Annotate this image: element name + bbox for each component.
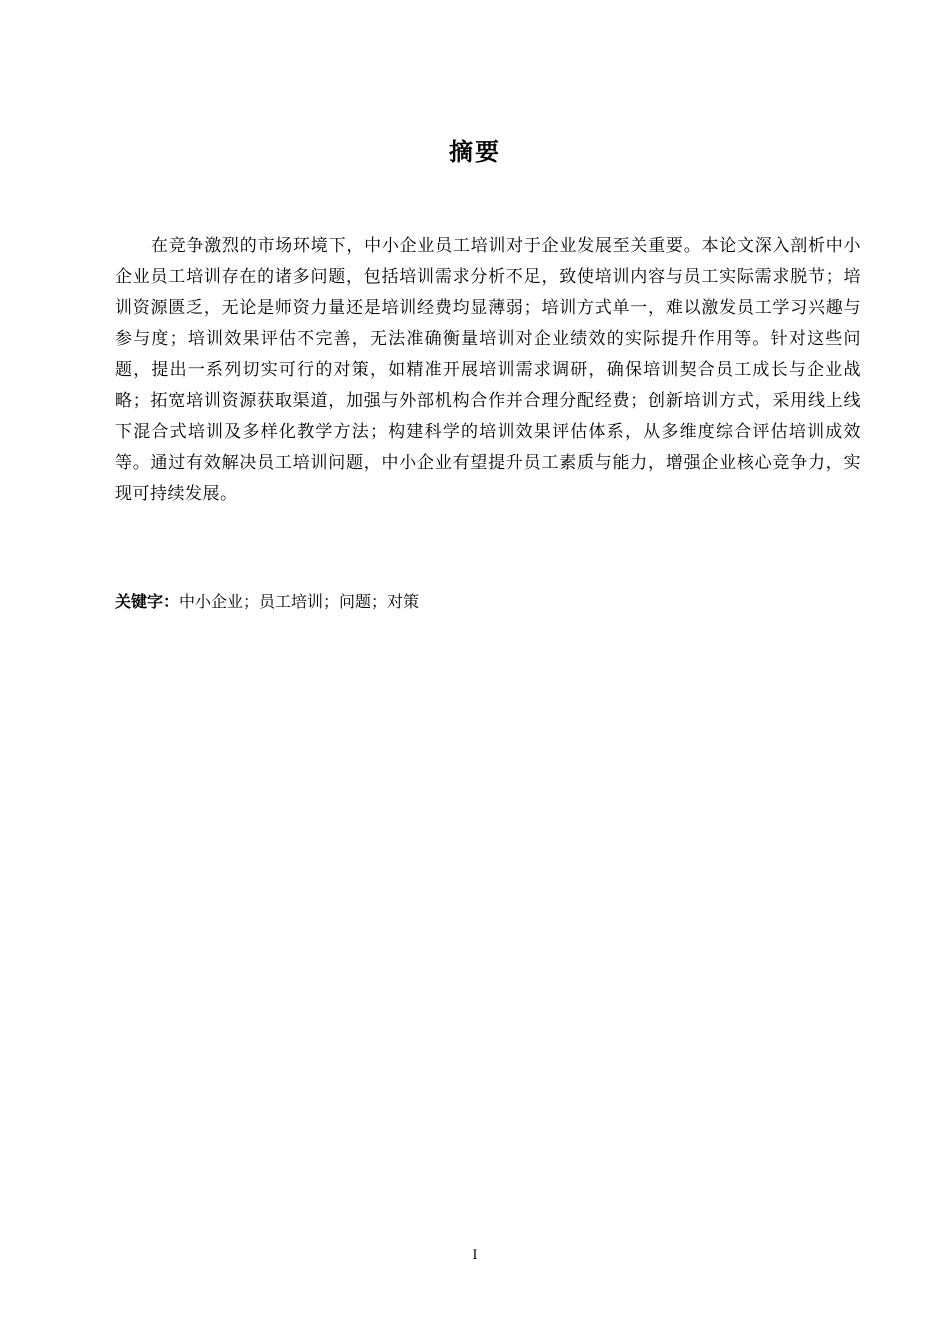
abstract-title: 摘要: [449, 138, 501, 166]
keywords-label: 关键字：: [115, 592, 180, 611]
keywords-line: [115, 589, 861, 615]
abstract-body: 在竞争激烈的市场环境下，中小企业员工培训对于企业发展至关重要。本论文深入剖析中小企业员工培训存在的诸多问题，包括培训需求分析不足，致使培训内容与员工实际需求脱节；培训资源匮乏，无论是师资力量还是培训经费均显薄弱；培训方式单一，难以激发员工学习兴趣与参与度；培训效果评估不完善，无法准确衡量培训对企业绩效的实际提升作用等。针对这些问题，提出一系列切实可行的对策，如精准开展培训需求调研，确保培训契合员工成长与企业战略；拓宽培训资源获取渠道，加强与外部机构合作并合理分配经费；创新培训方式，采用线上线下混合式培训及多样化教学方法；构建科学的培训效果评估体系，从多维度综合评估培训成效等。通过有效解决员工培训问题，中小企业有望提升员工素质与能力，增强企业核心竞争力，实现可持续发展。: [115, 236, 861, 504]
keywords-text: 中小企业；员工培训；问题；对策: [179, 592, 420, 611]
page-number: I: [472, 1248, 478, 1263]
